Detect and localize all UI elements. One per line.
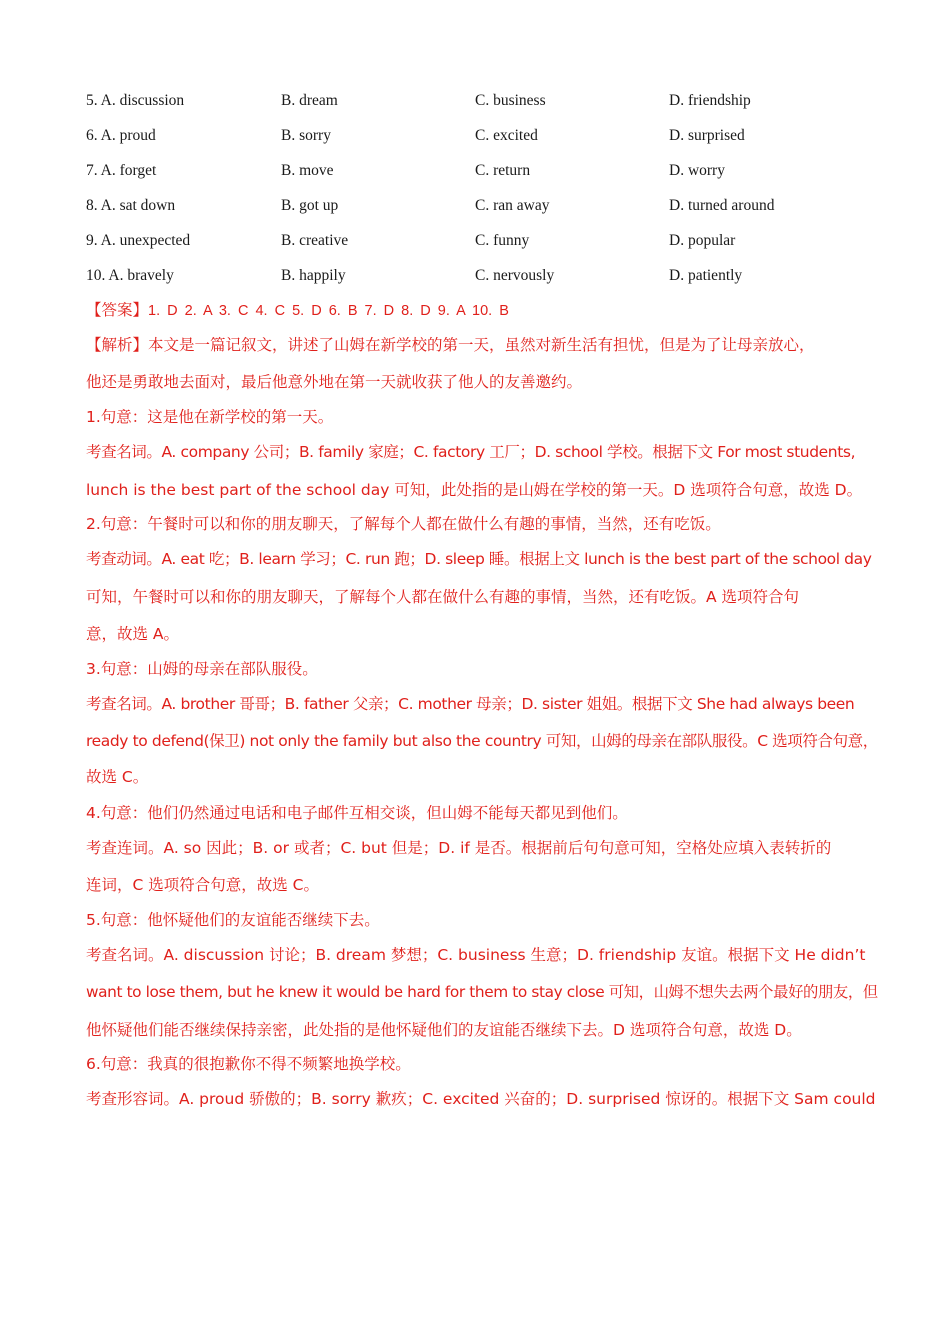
- option-d: D. friendship: [669, 92, 751, 109]
- option-b: B. sorry: [281, 127, 331, 144]
- q2-explanation: 可知，午餐时可以和你的朋友聊天，了解每个人都在做什么有趣的事情，当然，还有吃饭。A 选项符合句: [86, 588, 800, 606]
- q5-explanation: want to lose them, but he knew it would be hard for them to stay close 可知，山姆不想失去两个最好的朋友，但: [86, 983, 878, 1001]
- option-d: D. patiently: [669, 267, 743, 284]
- option-a: 7. A. forget: [86, 162, 157, 179]
- q1-meaning: 1.句意：这是他在新学校的第一天。: [86, 408, 334, 426]
- q4-explanation: 考查连词。A. so 因此；B. or 或者；C. but 但是；D. if 是否。根据前后句句意可知，空格处应填入表转折的: [86, 839, 832, 857]
- option-b: B. dream: [281, 92, 338, 109]
- option-b: B. move: [281, 162, 334, 179]
- q5-explanation: 他怀疑他们能否继续保持亲密，此处指的是他怀疑他们的友谊能否继续下去。D 选项符合句意，故选 D。: [86, 1021, 802, 1039]
- option-d: D. worry: [669, 162, 725, 179]
- q3-explanation: 考查名词。A. brother 哥哥；B. father 父亲；C. mother 母亲；D. sister 姐姐。根据下文 She had always been: [86, 695, 855, 713]
- options-row: [86, 92, 886, 116]
- q5-explanation: 考查名词。A. discussion 讨论；B. dream 梦想；C. business 生意；D. friendship 友谊。根据下文 He didn’t: [86, 946, 866, 964]
- options-row: [86, 127, 886, 151]
- option-c: C. return: [475, 162, 531, 179]
- options-row: [86, 162, 886, 186]
- option-a: 9. A. unexpected: [86, 232, 191, 249]
- q5-meaning: 5.句意：他怀疑他们的友谊能否继续下去。: [86, 911, 380, 929]
- q2-explanation: 考查动词。A. eat 吃；B. learn 学习；C. run 跑；D. sleep 睡。根据上文 lunch is the best part of the school day: [86, 550, 872, 568]
- analysis-summary-line: 【解析】本文是一篇记叙文，讲述了山姆在新学校的第一天，虽然对新生活有担忧，但是为了让母亲放心，: [86, 336, 815, 354]
- option-b: B. creative: [281, 232, 349, 249]
- options-row: [86, 197, 886, 221]
- option-c: C. ran away: [475, 197, 550, 214]
- q3-explanation: ready to defend(保卫) not only the family but also the country 可知，山姆的母亲在部队服役。C 选项符合句意，: [86, 732, 878, 750]
- option-a: 8. A. sat down: [86, 197, 176, 214]
- q6-explanation: 考查形容词。A. proud 骄傲的；B. sorry 歉疚；C. excited 兴奋的；D. surprised 惊讶的。根据下文 Sam could: [86, 1090, 876, 1108]
- q2-explanation: 意，故选 A。: [86, 625, 180, 643]
- q3-meaning: 3.句意：山姆的母亲在部队服役。: [86, 660, 318, 678]
- answer-values: 1. D 2. A 3. C 4. C 5. D 6. B 7. D 8. D 9. A 10. B: [148, 303, 509, 319]
- q6-meaning: 6.句意：我真的很抱歉你不得不频繁地换学校。: [86, 1055, 411, 1073]
- option-b: B. happily: [281, 267, 346, 284]
- options-row: [86, 267, 886, 291]
- option-b: B. got up: [281, 197, 339, 214]
- q4-meaning: 4.句意：他们仍然通过电话和电子邮件互相交谈，但山姆不能每天都见到他们。: [86, 804, 628, 822]
- option-d: D. turned around: [669, 197, 775, 214]
- q3-explanation: 故选 C。: [86, 768, 149, 786]
- option-d: D. surprised: [669, 127, 745, 144]
- q1-explanation: lunch is the best part of the school day 可知，此处指的是山姆在学校的第一天。D 选项符合句意，故选 D。: [86, 481, 863, 499]
- q2-meaning: 2.句意：午餐时可以和你的朋友聊天，了解每个人都在做什么有趣的事情，当然，还有吃饭。: [86, 515, 721, 533]
- option-a: 5. A. discussion: [86, 92, 185, 109]
- option-d: D. popular: [669, 232, 736, 249]
- analysis-summary-line: 他还是勇敢地去面对，最后他意外地在第一天就收获了他人的友善邀约。: [86, 373, 583, 391]
- option-c: C. funny: [475, 232, 530, 249]
- q1-explanation: 考查名词。A. company 公司；B. family 家庭；C. factory 工厂；D. school 学校。根据下文 For most students,: [86, 443, 856, 461]
- options-row: [86, 232, 886, 256]
- answer-label: 【答案】: [86, 301, 149, 319]
- q4-explanation: 连词，C 选项符合句意，故选 C。: [86, 876, 320, 894]
- option-a: 10. A. bravely: [86, 267, 174, 284]
- option-c: C. nervously: [475, 267, 555, 284]
- option-c: C. excited: [475, 127, 538, 144]
- answer-line: [86, 292, 876, 330]
- option-c: C. business: [475, 92, 546, 109]
- option-a: 6. A. proud: [86, 127, 156, 144]
